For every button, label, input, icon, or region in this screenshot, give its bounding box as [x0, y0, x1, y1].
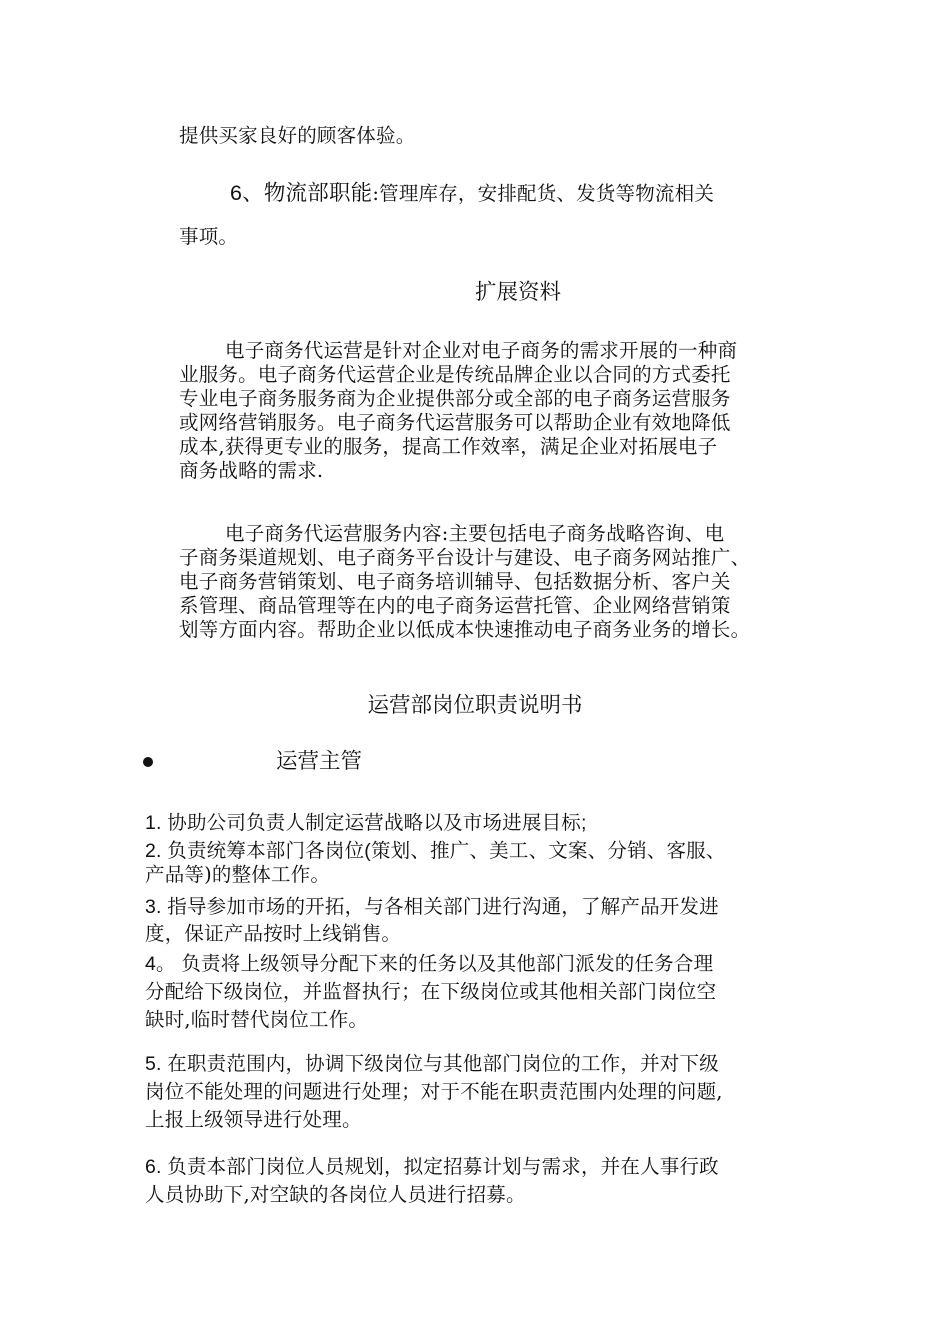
logistics-heading: 6、物流部职能 [230, 181, 373, 205]
extended-p1-line: 专业电子商务服务商为企业提供部分或全部的电子商务运营服务 [179, 387, 731, 410]
logistics-line-2: 事项。 [179, 225, 239, 248]
extended-p2-line: 电子商务营销策划、电子商务培训辅导、包括数据分析、客户关 [179, 570, 731, 593]
duty-line: 上报上级领导进行处理。 [145, 1108, 362, 1131]
extended-p2-line: 划等方面内容。帮助企业以低成本快速推动电子商务业务的增长。 [179, 618, 751, 641]
duty-line: 6. 负责本部门岗位人员规划，拟定招募计划与需求，并在人事行政 [145, 1156, 719, 1178]
logistics-line-1: :管理库存，安排配货、发货等物流相关 [372, 182, 715, 205]
bullet-icon [143, 757, 153, 767]
extended-title: 扩展资料 [474, 280, 561, 305]
duty-line: 1. 协助公司负责人制定运营战略以及市场进展目标; [145, 812, 587, 834]
duty-line: 缺时,临时替代岗位工作。 [145, 1008, 369, 1031]
job-doc-title: 运营部岗位职责说明书 [367, 693, 583, 718]
intro-tail-text: 提供买家良好的顾客体验。 [179, 124, 416, 147]
duty-line: 产品等)的整体工作。 [145, 863, 331, 886]
duty-line: 度，保证产品按时上线销售。 [145, 922, 402, 945]
extended-p1-line: 成本,获得更专业的服务，提高工作效率，满足企业对拓展电子 [179, 435, 718, 458]
logistics-paragraph [230, 181, 714, 206]
duty-line: 5. 在职责范围内，协调下级岗位与其他部门岗位的工作，并对下级 [145, 1053, 719, 1075]
duty-line: 岗位不能处理的问题进行处理；对于不能在职责范围内处理的问题, [145, 1080, 723, 1103]
extended-p2-line: 子商务渠道规划、电子商务平台设计与建设、电子商务网站推广、 [179, 546, 751, 569]
extended-p2-line: 系管理、商品管理等在内的电子商务运营托管、企业网络营销策 [179, 594, 731, 617]
bullet-label: 运营主管 [276, 749, 363, 774]
duty-line: 2. 负责统筹本部门各岗位(策划、推广、美工、文案、分销、客服、 [145, 840, 726, 862]
extended-p1-line: 电子商务代运营是针对企业对电子商务的需求开展的一种商 [225, 339, 738, 362]
duty-line: 4。 负责将上级领导分配下来的任务以及其他部门派发的任务合理 [145, 953, 714, 975]
extended-p2-line: 电子商务代运营服务内容:主要包括电子商务战略咨询、电 [225, 522, 725, 545]
duty-line: 人员协助下,对空缺的各岗位人员进行招募。 [145, 1183, 526, 1206]
extended-p1-line: 商务战略的需求. [179, 459, 324, 482]
extended-p1-line: 业服务。电子商务代运营企业是传统品牌企业以合同的方式委托 [179, 363, 731, 386]
duty-line: 3. 指导参加市场的开拓，与各相关部门进行沟通，了解产品开发进 [145, 896, 719, 918]
extended-p1-line: 或网络营销服务。电子商务代运营服务可以帮助企业有效地降低 [179, 411, 731, 434]
duty-line: 分配给下级岗位，并监督执行；在下级岗位或其他相关部门岗位空 [145, 980, 717, 1003]
